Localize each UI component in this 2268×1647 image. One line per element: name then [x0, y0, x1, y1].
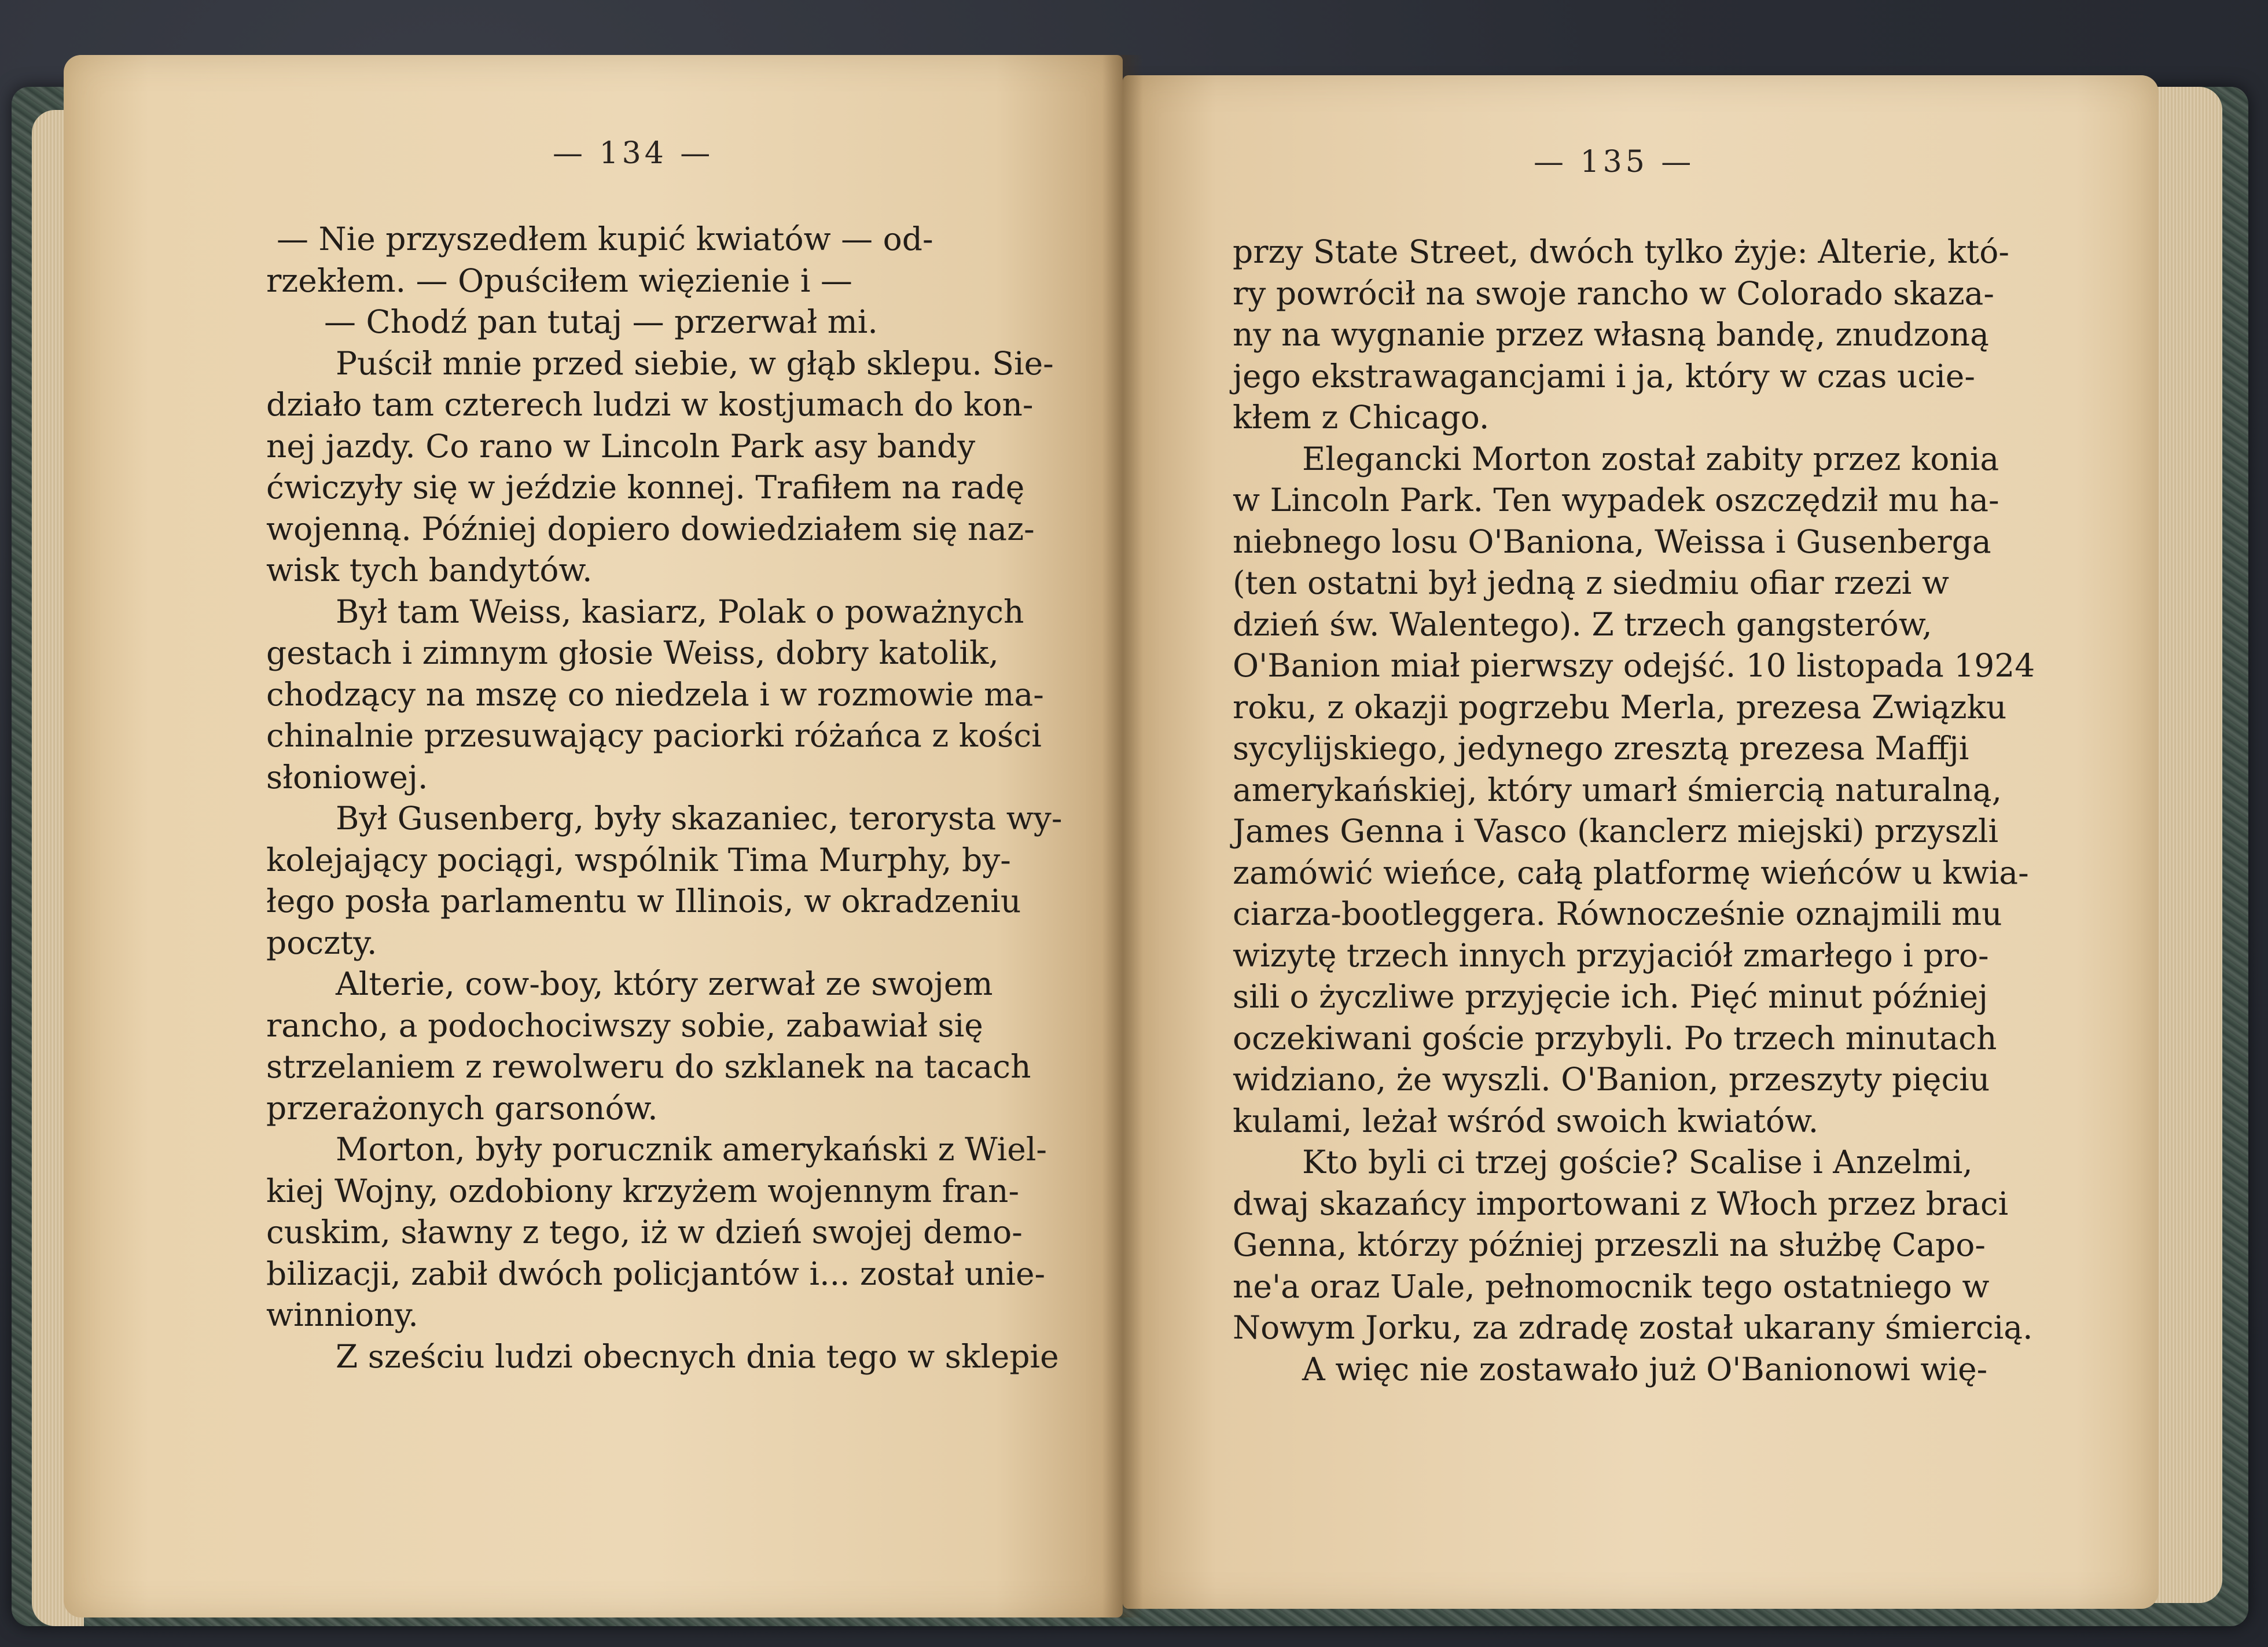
text-line: sili o życzliwe przyjęcie ich. Pięć minut później — [1233, 978, 1988, 1015]
text-line: Genna, którzy później przeszli na służbę Capo- — [1233, 1226, 1986, 1263]
text-line: James Genna i Vasco (kanclerz miejski) przyszli — [1233, 813, 1999, 850]
text-line: ry powrócił na swoje rancho w Colorado skaza- — [1233, 274, 1994, 312]
right-page-number: — 135 — — [1534, 145, 1695, 179]
text-line: (ten ostatni był jedną z siedmiu ofiar rzezi w — [1233, 564, 1949, 601]
left-page-text — [266, 219, 1062, 1377]
text-line: sycylijskiego, jedynego zresztą prezesa Maffji — [1233, 730, 1969, 767]
text-line: A więc nie zostawało już O'Banionowi wię- — [1302, 1350, 1988, 1388]
text-line: ny na wygnanie przez własną bandę, znudzoną — [1233, 316, 1989, 353]
text-line: Morton, były porucznik amerykański z Wiel- — [336, 1131, 1047, 1168]
text-line: O'Banion miał pierwszy odejść. 10 listopada 1924 — [1233, 647, 2035, 684]
text-line: kulami, leżał wśród swoich kwiatów. — [1233, 1102, 1819, 1139]
text-line: wizytę trzech innych przyjaciół zmarłego i pro- — [1233, 936, 1989, 974]
book-gutter — [1102, 55, 1143, 1617]
text-line: roku, z okazji pogrzebu Merla, prezesa Związku — [1233, 688, 2007, 726]
right-page-text — [1233, 231, 2035, 1390]
text-line: zamówić wieńce, całą platformę wieńców u kwia- — [1233, 854, 2029, 891]
text-line: ciarza-bootleggera. Równocześnie oznajmili mu — [1233, 895, 2002, 932]
text-line: Alterie, cow-boy, który zerwał ze swojem — [336, 965, 993, 1002]
text-line: wojenną. Później dopiero dowiedziałem się naz- — [266, 510, 1035, 547]
text-line: niebnego losu O'Baniona, Weissa i Gusenberga — [1233, 523, 1991, 560]
text-line: chinalnie przesuwający paciorki różańca z kości — [266, 717, 1042, 754]
text-line: działo tam czterech ludzi w kostjumach do kon- — [266, 386, 1034, 423]
text-line: dzień św. Walentego). Z trzech gangsterów, — [1233, 605, 1932, 643]
text-line: ćwiczyły się w jeździe konnej. Trafiłem na radę — [266, 469, 1025, 506]
text-line: oczekiwani goście przybyli. Po trzech minutach — [1233, 1019, 1997, 1057]
text-line: chodzący na mszę co niedzela i w rozmowie ma- — [266, 675, 1044, 713]
text-line: strzelaniem z rewolweru do szklanek na tacach — [266, 1048, 1031, 1085]
text-line: wisk tych bandytów. — [266, 552, 593, 589]
text-line: łego posła parlamentu w Illinois, w okradzeniu — [266, 883, 1021, 920]
text-line: gestach i zimnym głosie Weiss, dobry katolik, — [266, 634, 999, 671]
text-line: kiej Wojny, ozdobiony krzyżem wojennym fran- — [266, 1172, 1020, 1209]
text-line: Nowym Jorku, za zdradę został ukarany śmiercią. — [1233, 1309, 2033, 1346]
text-line: kolejający pociągi, wspólnik Tima Murphy, by- — [266, 841, 1011, 878]
text-line: — Chodź pan tutaj — przerwał mi. — [324, 303, 878, 340]
text-line: nej jazdy. Co rano w Lincoln Park asy bandy — [266, 427, 976, 465]
text-line: w Lincoln Park. Ten wypadek oszczędził mu ha- — [1233, 481, 1999, 519]
text-line: Był tam Weiss, kasiarz, Polak o poważnych — [336, 593, 1024, 630]
text-line: Puścił mnie przed siebie, w głąb sklepu. Sie- — [336, 344, 1054, 382]
text-line: jego ekstrawagancjami i ja, który w czas ucie- — [1233, 357, 1975, 395]
text-line: rancho, a podochociwszy sobie, zabawiał się — [266, 1006, 983, 1044]
text-line: — Nie przyszedłem kupić kwiatów — od- — [277, 220, 933, 258]
text-line: kłem z Chicago. — [1233, 399, 1490, 436]
text-line: słoniowej. — [266, 758, 428, 796]
text-line: Był Gusenberg, były skazaniec, terorysta wy- — [336, 800, 1063, 837]
text-line: Elegancki Morton został zabity przez konia — [1302, 440, 1999, 477]
left-page-number: — 134 — — [553, 136, 714, 171]
text-line: winniony. — [266, 1296, 418, 1333]
text-line: widziano, że wyszli. O'Banion, przeszyty pięciu — [1233, 1061, 1990, 1098]
text-line: rzekłem. — Opuściłem więzienie i — — [266, 262, 852, 299]
text-line: przy State Street, dwóch tylko żyje: Alterie, któ- — [1233, 233, 2009, 270]
text-line: Kto byli ci trzej goście? Scalise i Anzelmi, — [1302, 1144, 1973, 1181]
text-line: poczty. — [266, 924, 377, 961]
text-line: bilizacji, zabił dwóch policjantów i... został unie- — [266, 1255, 1046, 1292]
text-line: dwaj skazańcy importowani z Włoch przez braci — [1233, 1185, 2009, 1222]
text-line: przerażonych garsonów. — [266, 1089, 658, 1127]
text-line: cuskim, sławny z tego, iż w dzień swojej demo- — [266, 1214, 1023, 1251]
text-line: ne'a oraz Uale, pełnomocnik tego ostatniego w — [1233, 1267, 1990, 1305]
text-line: amerykańskiej, który umarł śmiercią naturalną, — [1233, 771, 2002, 808]
text-line: Z sześciu ludzi obecnych dnia tego w sklepie — [336, 1337, 1059, 1375]
